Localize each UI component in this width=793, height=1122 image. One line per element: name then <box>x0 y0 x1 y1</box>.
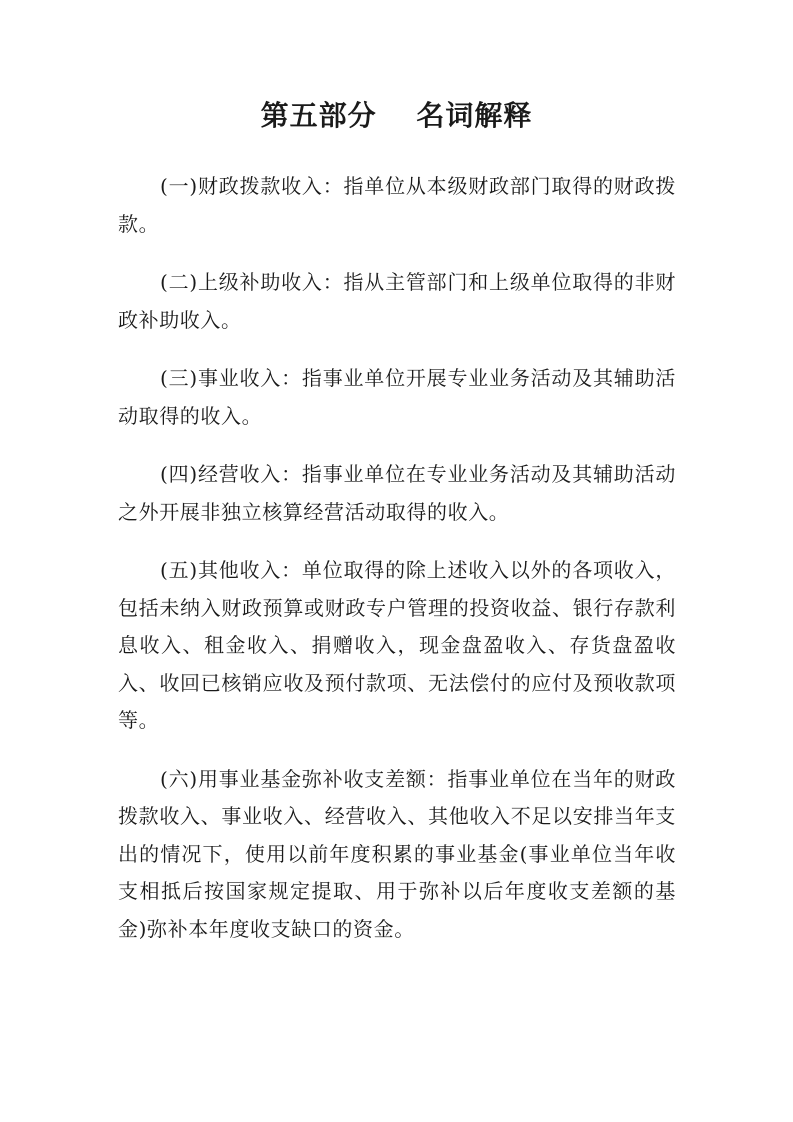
page-title: 第五部分 名词解释 <box>260 99 533 132</box>
definition-paragraph-2: (二)上级补助收入：指从主管部门和上级单位取得的非财政补助收入。 <box>118 270 676 332</box>
document-body <box>118 168 676 969</box>
definition-paragraph-4: (四)经营收入：指事业单位在专业业务活动及其辅助活动之外开展非独立核算经营活动取得的收入。 <box>118 462 676 524</box>
definition-paragraph-5: (五)其他收入：单位取得的除上述收入以外的各项收入，包括未纳入财政预算或财政专户管理的投资收益、银行存款利息收入、租金收入、捐赠收入，现金盘盈收入、存货盘盈收入、收回已核销应收及预付款项、无法偿付的应付及预收款项等。 <box>118 558 676 732</box>
definition-paragraph-3: (三)事业收入：指事业单位开展专业业务活动及其辅助活动取得的收入。 <box>118 366 676 428</box>
definition-paragraph-1: (一)财政拨款收入：指单位从本级财政部门取得的财政拨款。 <box>118 174 676 236</box>
definition-paragraph-6: (六)用事业基金弥补收支差额：指事业单位在当年的财政拨款收入、事业收入、经营收入、其他收入不足以安排当年支出的情况下，使用以前年度积累的事业基金(事业单位当年收支相抵后按国家规定提取、用于弥补以后年度收支差额的基金)弥补本年度收支缺口的资金。 <box>118 766 676 941</box>
